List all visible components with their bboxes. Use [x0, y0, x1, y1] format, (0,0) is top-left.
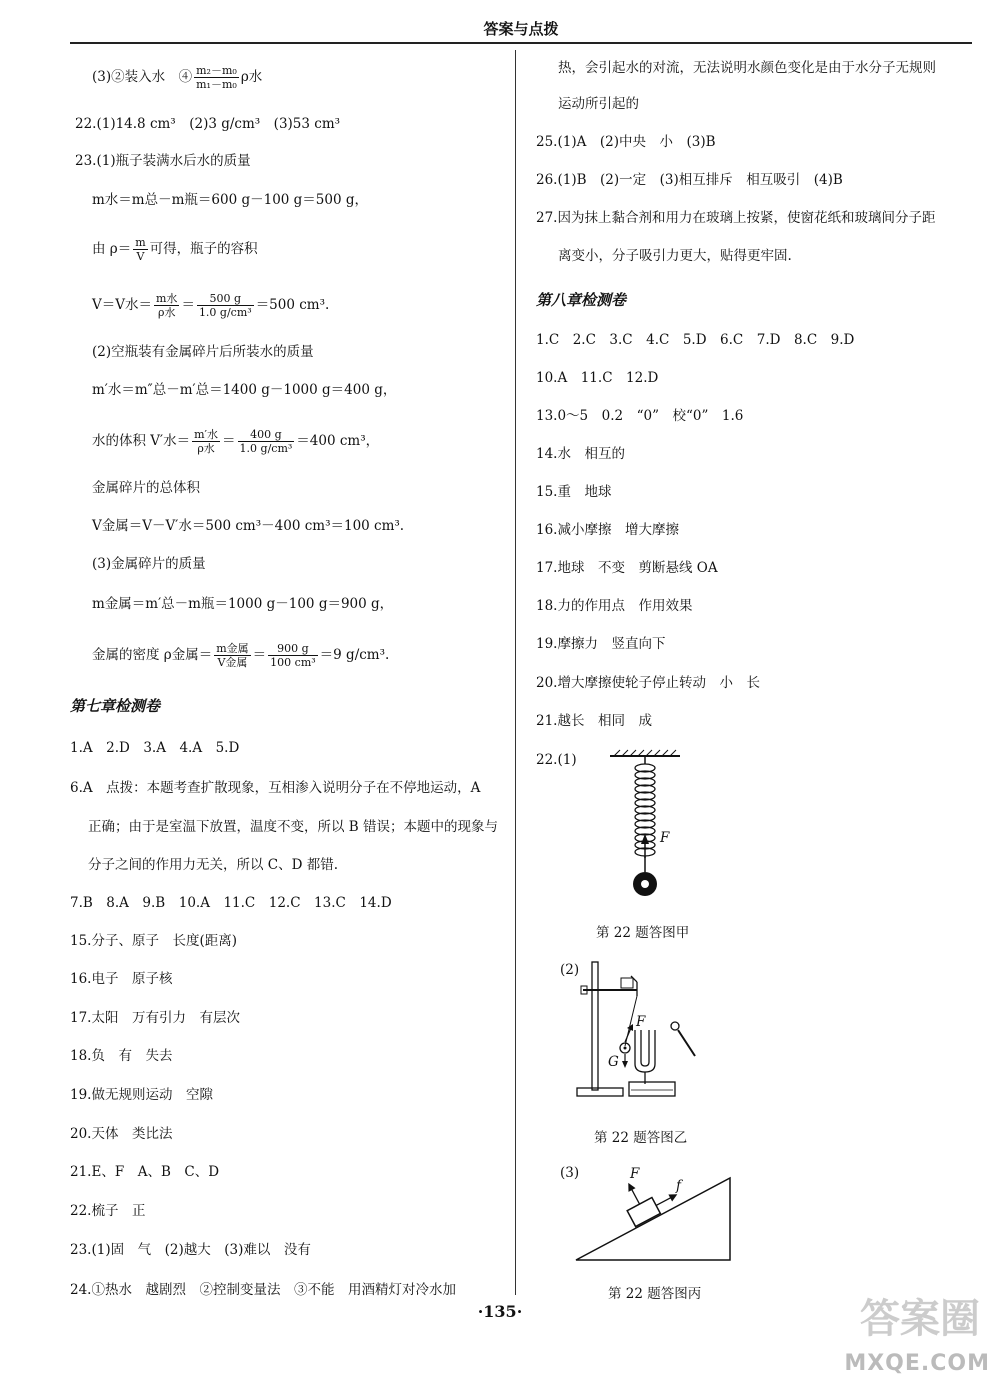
answer-25: 25.(1)A (2)中央 小 (3)B [536, 134, 716, 150]
answer-line: 17.地球 不变 剪断悬线 OA [536, 560, 718, 576]
answer-line: 1.A 2.D 3.A 4.A 5.D [70, 740, 240, 756]
answer-line: 15.重 地球 [536, 484, 612, 500]
figure-spring-diagram [590, 748, 700, 908]
force-label-F: F [660, 830, 670, 846]
text: ρ水 [240, 69, 263, 85]
text: 由 ρ＝ [92, 241, 132, 257]
figure-caption: 第 22 题答图丙 [608, 1286, 702, 1302]
answer-line: 正确；由于是室温下放置，温度不变，所以 B 错误；本题中的现象与 [88, 819, 499, 835]
answer-line: 13.0～5 0.2 “0” 校“0” 1.6 [536, 408, 744, 424]
answer-line: 20.天体 类比法 [70, 1126, 173, 1142]
numerator: m′水 [194, 428, 219, 441]
answer-line: m′水＝m″总－m′总＝1400 g－1000 g＝400 g， [92, 382, 397, 398]
text: (3)②装入水 ④ [92, 69, 193, 85]
header-title: 答案与点拨 [483, 20, 559, 38]
denominator: m₁－m₀ [196, 78, 237, 91]
answer-line [92, 428, 379, 455]
fraction [192, 428, 220, 455]
answer-line: 1.C 2.C 3.C 4.C 5.D 6.C 7.D 8.C 9.D [536, 332, 855, 348]
answer-line: 20.增大摩擦使轮子停止转动 小 长 [536, 675, 760, 691]
answer-line: 10.A 11.C 12.D [536, 370, 659, 386]
denominator: ρ水 [197, 442, 215, 455]
watermark-url: MXQE.COM [844, 1351, 990, 1376]
denominator: V [136, 250, 145, 263]
denominator: V金属 [217, 656, 248, 669]
answer-line: 16.电子 原子核 [70, 971, 173, 987]
answer-27: 27.因为抹上黏合剂和用力在玻璃上按紧，使窗花纸和玻璃间分子距 [536, 210, 936, 226]
answer-line: 17.太阳 万有引力 有层次 [70, 1010, 240, 1026]
figure-number: (3) [560, 1165, 580, 1181]
answer-line: 24.①热水 越剧烈 ②控制变量法 ③不能 用酒精灯对冷水加 [70, 1282, 456, 1298]
text: V＝V水＝ [92, 297, 152, 313]
answer-line: 14.水 相互的 [536, 446, 625, 462]
answer-line [92, 292, 329, 319]
answer-line: V金属＝V－V′水＝500 cm³－400 cm³＝100 cm³. [92, 518, 405, 534]
force-label-f: f [676, 1178, 681, 1194]
watermark-logo: 答案圈 [860, 1296, 980, 1342]
denominator: 1.0 g/cm³ [239, 442, 293, 455]
text: 可得，瓶子的容积 [149, 241, 258, 257]
column-divider [515, 50, 516, 1295]
section-title-ch7: 第七章检测卷 [70, 697, 161, 715]
answer-line: 分子之间的作用力无关，所以 C、D 都错. [88, 857, 339, 873]
numerator: m [135, 236, 146, 249]
page-number: ·135· [477, 1302, 523, 1321]
text: ＝9 g/cm³. [319, 647, 390, 663]
answer-line: 运动所引起的 [558, 96, 639, 112]
text: ＝ [181, 297, 195, 313]
numerator: m水 [156, 292, 178, 305]
fraction [214, 642, 250, 669]
force-label-G: G [608, 1054, 619, 1070]
answer-22: 22.(1)14.8 cm³ (2)3 g/cm³ (3)53 cm³ [75, 116, 341, 132]
force-label-F: F [636, 1014, 646, 1030]
section-title-ch8: 第八章检测卷 [536, 291, 627, 309]
numerator: 500 g [197, 292, 254, 306]
numerator: 400 g [238, 428, 295, 442]
answer-line: 22.梳子 正 [70, 1203, 146, 1219]
figure-caption: 第 22 题答图乙 [594, 1130, 688, 1146]
answer-line: m水＝m总－m瓶＝600 g－100 g＝500 g， [92, 192, 369, 208]
answer-line [92, 64, 262, 91]
fraction [133, 236, 147, 263]
figure-incline-diagram [574, 1168, 734, 1268]
answer-line [92, 642, 389, 669]
fraction [197, 292, 254, 319]
answer-line: 21.越长 相同 成 [536, 713, 652, 729]
fraction [268, 642, 318, 669]
force-label-F: F [630, 1166, 640, 1182]
answer-line: 6.A 点拨：本题考查扩散现象，互相渗入说明分子在不停地运动，A [70, 780, 481, 796]
answer-line: (3)金属碎片的质量 [92, 556, 206, 572]
answer-line: 15.分子、原子 长度(距离) [70, 933, 238, 949]
numerator: m金属 [216, 642, 249, 655]
answer-line: 16.减小摩擦 增大摩擦 [536, 522, 679, 538]
page-header [70, 14, 972, 44]
answer-26: 26.(1)B (2)一定 (3)相互排斥 相互吸引 (4)B [536, 172, 843, 188]
figure-number: (2) [560, 962, 580, 978]
answer-line: 22.(1) [536, 752, 577, 768]
answer-line: 金属碎片的总体积 [92, 480, 200, 496]
answer-line: 7.B 8.A 9.B 10.A 11.C 12.C 13.C 14.D [70, 895, 392, 911]
answer-line [92, 236, 258, 263]
denominator: 1.0 g/cm³ [198, 306, 252, 319]
answer-line: 热，会引起水的对流，无法说明水颜色变化是由于水分子无规则 [558, 60, 936, 76]
numerator: m₂－m₀ [196, 64, 237, 77]
text: ＝400 cm³， [296, 433, 380, 449]
answer-line: m金属＝m′总－m瓶＝1000 g－100 g＝900 g， [92, 596, 394, 612]
answer-line: 21.E、F A、B C、D [70, 1164, 220, 1180]
text: ＝500 cm³. [255, 297, 330, 313]
answer-line: 19.做无规则运动 空隙 [70, 1087, 213, 1103]
figure-tuning-fork-diagram [575, 960, 715, 1110]
denominator: 100 cm³ [270, 656, 316, 669]
denominator: ρ水 [157, 306, 176, 319]
fraction [238, 428, 295, 455]
fraction [194, 64, 239, 91]
numerator: 900 g [268, 642, 318, 656]
answer-line: 19.摩擦力 竖直向下 [536, 636, 666, 652]
answer-line: 18.力的作用点 作用效果 [536, 598, 693, 614]
fraction [154, 292, 179, 319]
figure-caption: 第 22 题答图甲 [596, 925, 690, 941]
text: 金属的密度 ρ金属＝ [92, 647, 213, 663]
answer-line: 18.负 有 失去 [70, 1048, 173, 1064]
text: ＝ [222, 433, 236, 449]
answer-line: 离变小，分子吸引力更大，贴得更牢固. [558, 248, 792, 264]
text: 水的体积 V′水＝ [92, 433, 191, 449]
answer-line: (2)空瓶装有金属碎片后所装水的质量 [92, 344, 314, 360]
text: ＝ [252, 647, 267, 663]
answer-23: 23.(1)瓶子装满水后水的质量 [75, 153, 251, 169]
answer-line: 23.(1)固 气 (2)越大 (3)难以 没有 [70, 1242, 311, 1258]
